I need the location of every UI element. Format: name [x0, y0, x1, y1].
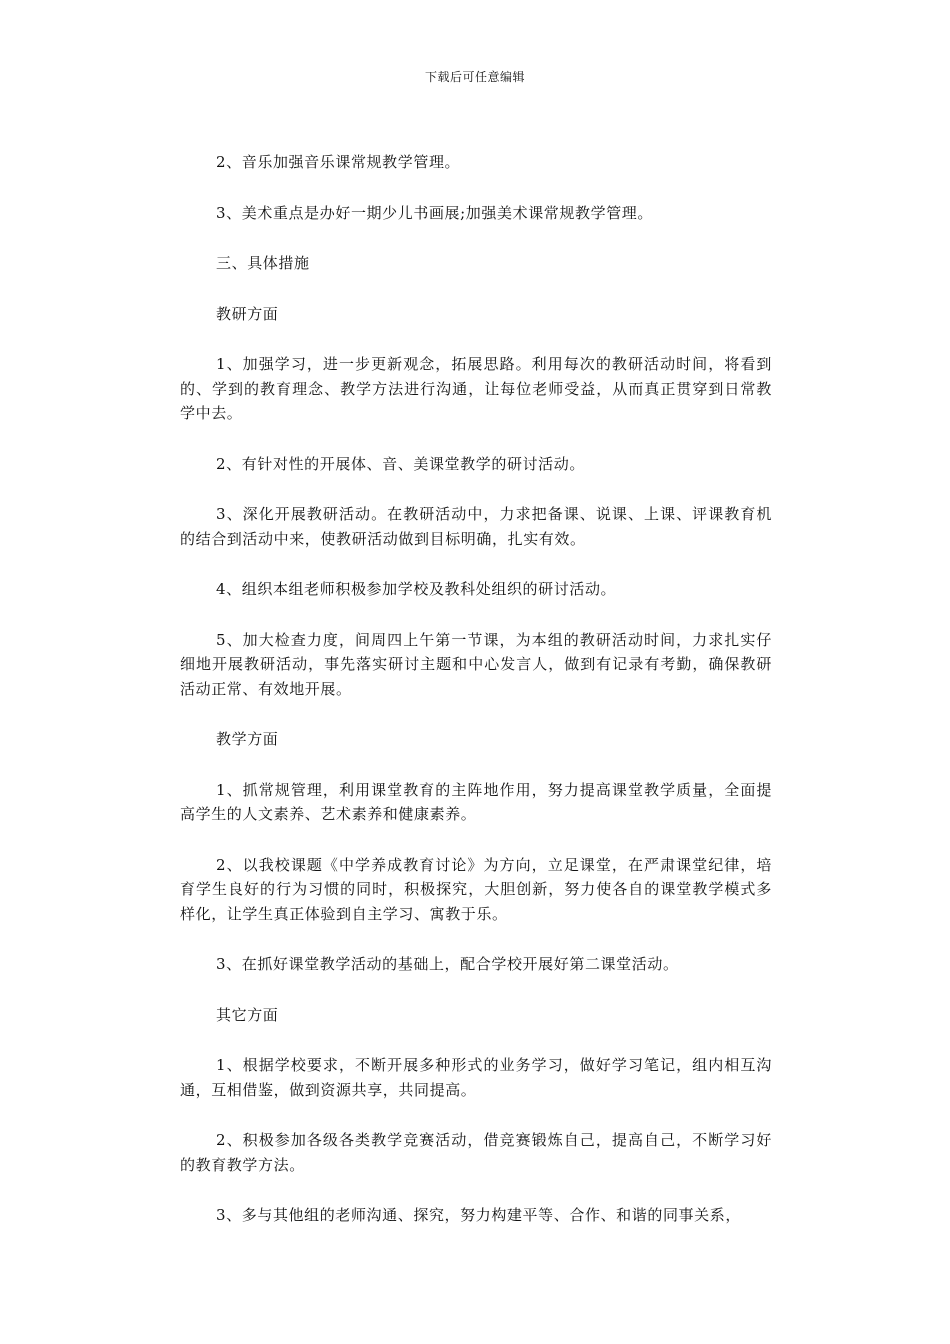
subheading-other: 其它方面 — [216, 1005, 279, 1024]
paragraph-teaching-2: 2、以我校课题《中学养成教育讨论》为方向，立足课堂，在严肃课堂纪律，培育学生良好的行为习惯的同时，积极探究，大胆创新，努力使各自的课堂教学模式多样化，让学生真正体验到自主学习、寓教于乐。 — [180, 855, 772, 923]
paragraph-research-3: 3、深化开展教研活动。在教研活动中，力求把备课、说课、上课、评课教育机的结合到活动中来，使教研活动做到目标明确，扎实有效。 — [180, 505, 772, 548]
paragraph-other-2: 2、积极参加各级各类教学竞赛活动，借竞赛锻炼自己，提高自己，不断学习好的教育教学方法。 — [180, 1131, 772, 1174]
section-heading-measures: 三、具体措施 — [216, 254, 310, 272]
paragraph-research-1: 1、加强学习，进一步更新观念，拓展思路。利用每次的教研活动时间，将看到的、学到的教育理念、教学方法进行沟通，让每位老师受益，从而真正贯穿到日常教学中去。 — [180, 355, 772, 422]
subheading-teaching: 教学方面 — [216, 730, 279, 748]
paragraph-other-1: 1、根据学校要求，不断开展多种形式的业务学习，做好学习笔记，组内相互沟通，互相借鉴，做到资源共享，共同提高。 — [180, 1056, 772, 1099]
paragraph-research-2: 2、有针对性的开展体、音、美课堂教学的研讨活动。 — [216, 454, 585, 473]
paragraph-teaching-3: 3、在抓好课堂教学活动的基础上，配合学校开展好第二课堂活动。 — [216, 955, 679, 973]
paragraph-research-5: 5、加大检查力度，间周四上午第一节课，为本组的教研活动时间，力求扎实仔细地开展教研活动，事先落实研讨主题和中心发言人，做到有记录有考勤，确保教研活动正常、有效地开展。 — [180, 630, 772, 698]
paragraph-other-3: 3、多与其他组的老师沟通、探究，努力构建平等、合作、和谐的同事关系， — [216, 1206, 741, 1224]
subheading-teaching-research: 教研方面 — [216, 304, 279, 323]
paragraph-art: 3、美术重点是办好一期少儿书画展;加强美术课常规教学管理。 — [216, 203, 653, 222]
page-header: 下载后可任意编辑 — [424, 70, 525, 84]
paragraph-research-4: 4、组织本组老师积极参加学校及教科处组织的研讨活动。 — [216, 580, 617, 598]
paragraph-teaching-1: 1、抓常规管理，利用课堂教育的主阵地作用，努力提高课堂教学质量，全面提高学生的人文素养、艺术素养和健康素养。 — [180, 780, 772, 823]
paragraph-music: 2、音乐加强音乐课常规教学管理。 — [216, 153, 461, 171]
document-body — [180, 150, 772, 1254]
